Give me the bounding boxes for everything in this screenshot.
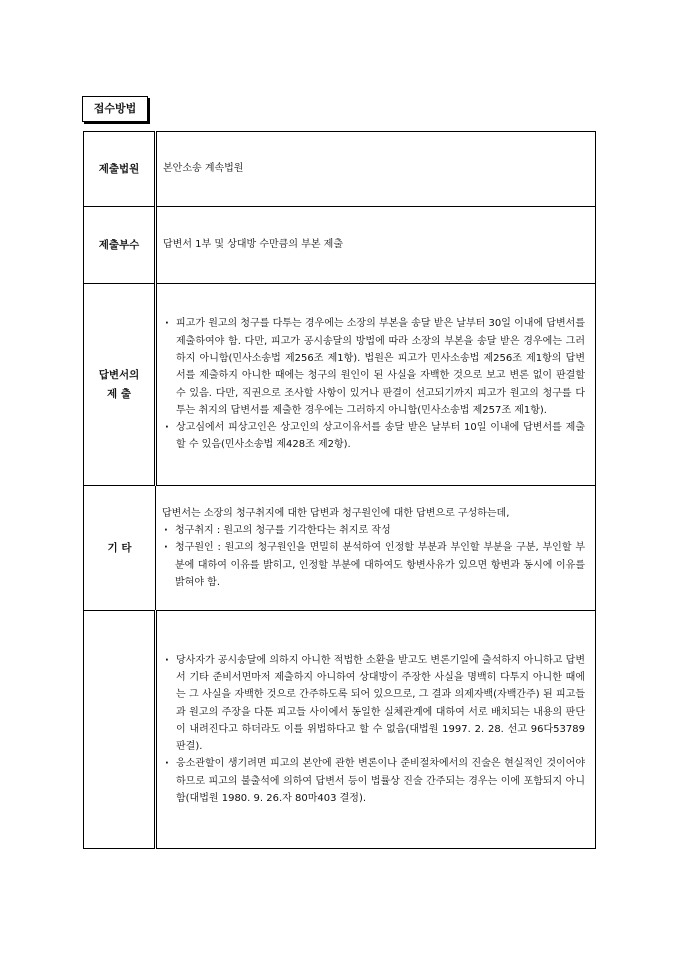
other-intro: 답변서는 소장의 청구취지에 대한 답변과 청구원인에 대한 답변으로 구성하는데, [162, 507, 510, 519]
table-row [84, 284, 596, 486]
bullet-list [157, 652, 595, 808]
row-label-answer-submission [84, 284, 156, 486]
info-table [83, 131, 596, 849]
table-row [84, 486, 596, 611]
row-content-court [156, 132, 596, 207]
row-label-court: 제출법원 [84, 132, 156, 207]
court-text: 본안소송 계속법원 [163, 163, 244, 175]
table-row [84, 207, 596, 284]
label-line: 제 출 [107, 387, 131, 400]
copies-text: 답변서 1부 및 상대방 수만큼의 부본 제출 [163, 239, 343, 251]
list-item: · 청구취지 : 원고의 청구를 기각한다는 취지로 작성 [162, 522, 585, 539]
list-item: · 당사자가 공시송달에 의하지 아니한 적법한 소환을 받고도 변론기일에 출석하지 아니하고 답변서 기타 준비서면마저 제출하지 아니하여 상대방이 주장한 사실을 명백히 다투지 아니한 때에는 그 사실을 자백한 것으로 간주하도록 되어 있으므로, 그 결과 의제자백(자백간주) 된 피고들과 원고의 주장을 다툰 피고들 사이에서 동일한 실체관계에 대하여 서로 배치되는 내용의 판단이 내려진다고 하더라도 이를 위법하다고 할 수 없음(대법원 1997. 2. 28. 선고 96다53789 판결). [163, 652, 585, 756]
section-title: 접수방법 [82, 96, 148, 122]
list-item: · 상고심에서 피상고인은 상고인의 상고이유서를 송달 받은 날부터 10일 이내에 답변서를 제출할 수 있음(민사소송법 제428조 제2항). [163, 419, 585, 454]
table-row [84, 132, 596, 207]
row-label-empty [84, 611, 156, 849]
list-item: · 응소관할이 생기려면 피고의 본안에 관한 변론이나 준비절차에서의 진술은 현실적인 것이어야 하므로 피고의 불출석에 의하여 답변서 등이 법률상 진술 간주되는 경우는 이에 포함되지 아니함(대법원 1980. 9. 26.자 80마403 결정). [163, 755, 585, 807]
bullet-list [156, 522, 595, 591]
list-item: · 청구원인 : 원고의 청구원인을 면밀히 분석하여 인정할 부분과 부인할 부분을 구분, 부인할 부분에 대하여 이유를 밝히고, 인정할 부분에 대하여도 항변사유가 있으면 항변과 동시에 이유를 밝혀야 함. [162, 539, 585, 591]
list-item: · 피고가 원고의 청구를 다투는 경우에는 소장의 부본을 송달 받은 날부터 30일 이내에 답변서를 제출하여야 함. 다만, 피고가 공시송달의 방법에 따라 소장의 부본을 송달 받은 경우에는 그러하지 아니함(민사소송법 제256조 제1항). 법원은 피고가 민사소송법 제256조 제1항의 답변서를 제출하지 아니한 때에는 청구의 원인이 된 사실을 자백한 것으로 보고 변론 없이 판결할 수 있음. 다만, 직권으로 조사할 사항이 있거나 판결이 선고되기까지 피고가 원고의 청구를 다투는 취지의 답변서를 제출한 경우에는 그러하지 아니함(민사소송법 제257조 제1항). [163, 315, 585, 419]
row-content-precedents [156, 611, 596, 849]
row-label-copies: 제출부수 [84, 207, 156, 284]
table-row [84, 611, 596, 849]
row-label-other: 기 타 [84, 486, 156, 611]
label-line: 답변서의 [98, 368, 140, 381]
row-content-other [156, 486, 596, 611]
row-content-copies [156, 207, 596, 284]
row-content-answer-submission [156, 284, 596, 486]
bullet-list [157, 315, 595, 453]
